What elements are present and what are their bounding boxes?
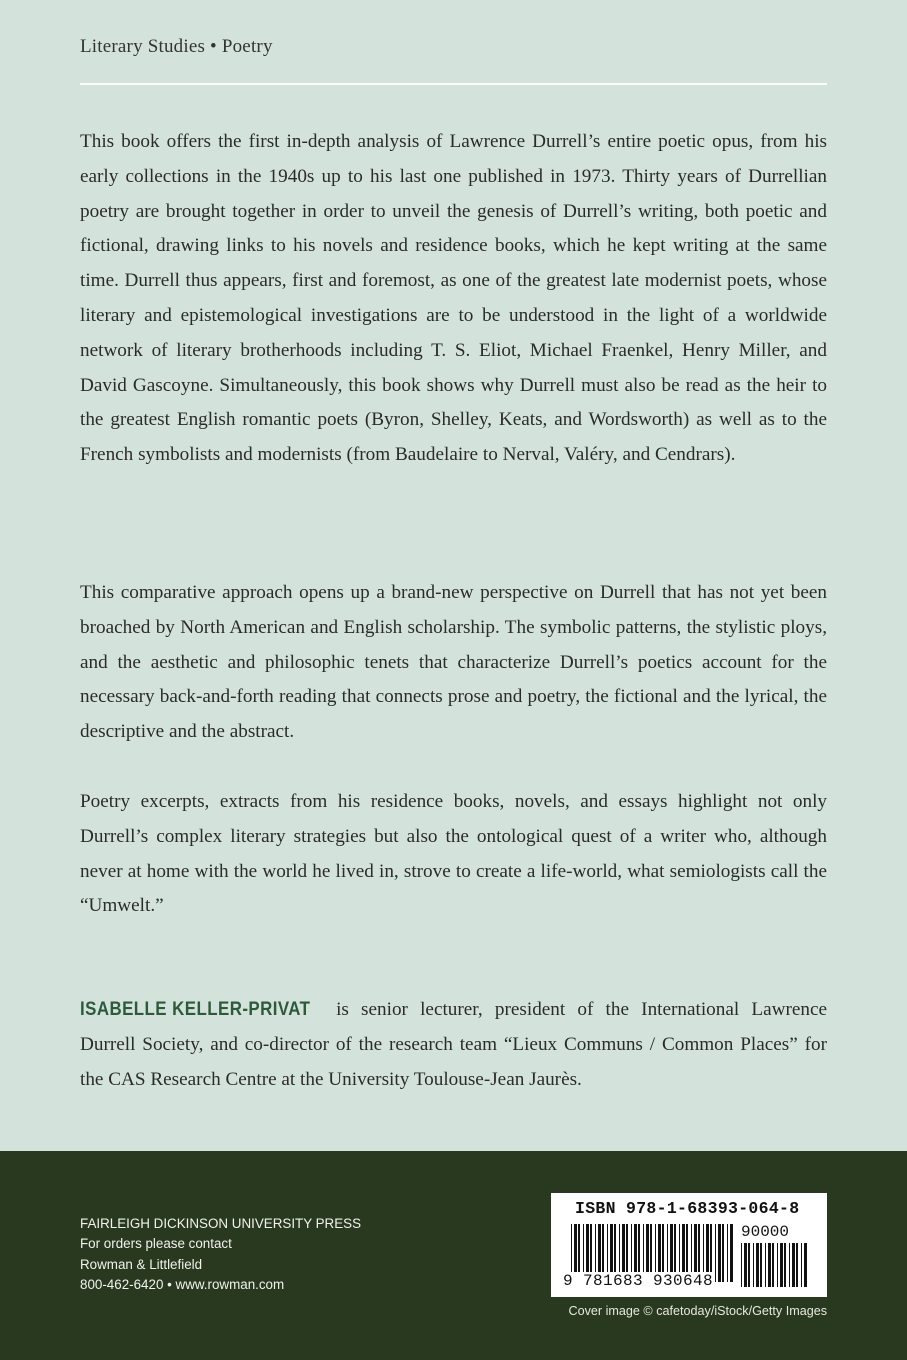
barcode-stripe [715, 1224, 716, 1282]
isbn-label: ISBN 978-1-68393-064-8 [575, 1199, 800, 1218]
barcode-stripe [780, 1243, 783, 1287]
barcode-stripe [760, 1243, 762, 1287]
description-paragraph-2: This comparative approach opens up a brand-new perspective on Durrell that has not yet been broached by North American and English scholarship. The symbolic patterns, the stylistic ploys, and the aesthetic and philosophic tenets that characterize Durrell’s poetics account for the necessary back-and-forth reading that connects prose and poetry, the fictional and the lyrical, the descriptive and the abstract. [80, 582, 827, 743]
author-bio-text: is senior lecturer, president of the International Lawrence Durrell Society, and co-director of the research team “Lieux Communs / Common Places” for the CAS Research Centre at the University Toulouse-Jean Jaurès. [80, 999, 828, 1090]
barcode-stripe [789, 1243, 790, 1287]
ean-digits: 9 781683 930648 [563, 1272, 714, 1290]
barcode-stripe [801, 1243, 802, 1287]
distributor-name: Rowman & Littlefield [80, 1256, 203, 1272]
publisher-name: FAIRLEIGH DICKINSON UNIVERSITY PRESS [80, 1216, 362, 1231]
author-bio [80, 993, 827, 1097]
barcode-stripe [730, 1224, 733, 1282]
barcode-stripe [727, 1224, 728, 1282]
barcode-stripe [777, 1243, 778, 1287]
barcode-stripe [753, 1243, 754, 1287]
barcode-stripe [796, 1243, 798, 1287]
header-divider [80, 83, 827, 85]
barcode-stripe [784, 1243, 786, 1287]
barcode-stripe [756, 1243, 759, 1287]
barcode-panel [551, 1193, 827, 1297]
barcode-stripe [748, 1243, 750, 1287]
barcode-stripe [804, 1243, 807, 1287]
barcode-stripe [772, 1243, 774, 1287]
orders-line: For orders please contact [80, 1236, 232, 1252]
price-barcode [741, 1243, 807, 1287]
barcode-stripe [765, 1243, 766, 1287]
publisher-info [80, 1214, 361, 1296]
cover-image-credit: Cover image © cafetoday/iStock/Getty Images [568, 1304, 827, 1318]
barcode-stripe [718, 1224, 721, 1282]
description-paragraph-3: Poetry excerpts, extracts from his residence books, novels, and essays highlight not only Durrell’s complex literary strategies but also the ontological quest of a writer who, although never at home with the world he lived in, strove to create a life-world, what semiologists call the “Umwelt.” [80, 791, 827, 917]
price-code: 90000 [741, 1223, 790, 1241]
description-paragraph-1: This book offers the first in-depth analysis of Lawrence Durrell’s entire poetic opus, from his early collections in the 1940s up to his last one published in 1973. Thirty years of Durrellian poetry are brought together in order to unveil the genesis of Durrell’s writing, both poetic and fictional, drawing links to his novels and residence books, which he kept writing at the same time. Durrell thus appears, first and foremost, as one of the greatest late modernist poets, whose literary and epistemological investigations are to be understood in the light of a worldwide network of literary brotherhoods including T. S. Eliot, Michael Fraenkel, Henry Miller, and David Gascoyne. Simultaneously, this book shows why Durrell must also be read as the heir to the greatest English romantic poets (Byron, Shelley, Keats, and Wordsworth) as well as to the French symbolists and modernists (from Baudelaire to Nerval, Valéry, and Cendrars). [80, 131, 827, 466]
category-label: Literary Studies • Poetry [80, 36, 273, 57]
barcode-stripe [722, 1224, 724, 1282]
publisher-contact: 800-462-6420 • www.rowman.com [80, 1277, 285, 1293]
barcode-stripe [741, 1243, 742, 1287]
barcode-stripe [744, 1243, 747, 1287]
barcode-stripe [768, 1243, 771, 1287]
barcode-stripe [792, 1243, 795, 1287]
author-name: ISABELLE KELLER-PRIVAT [80, 999, 311, 1020]
